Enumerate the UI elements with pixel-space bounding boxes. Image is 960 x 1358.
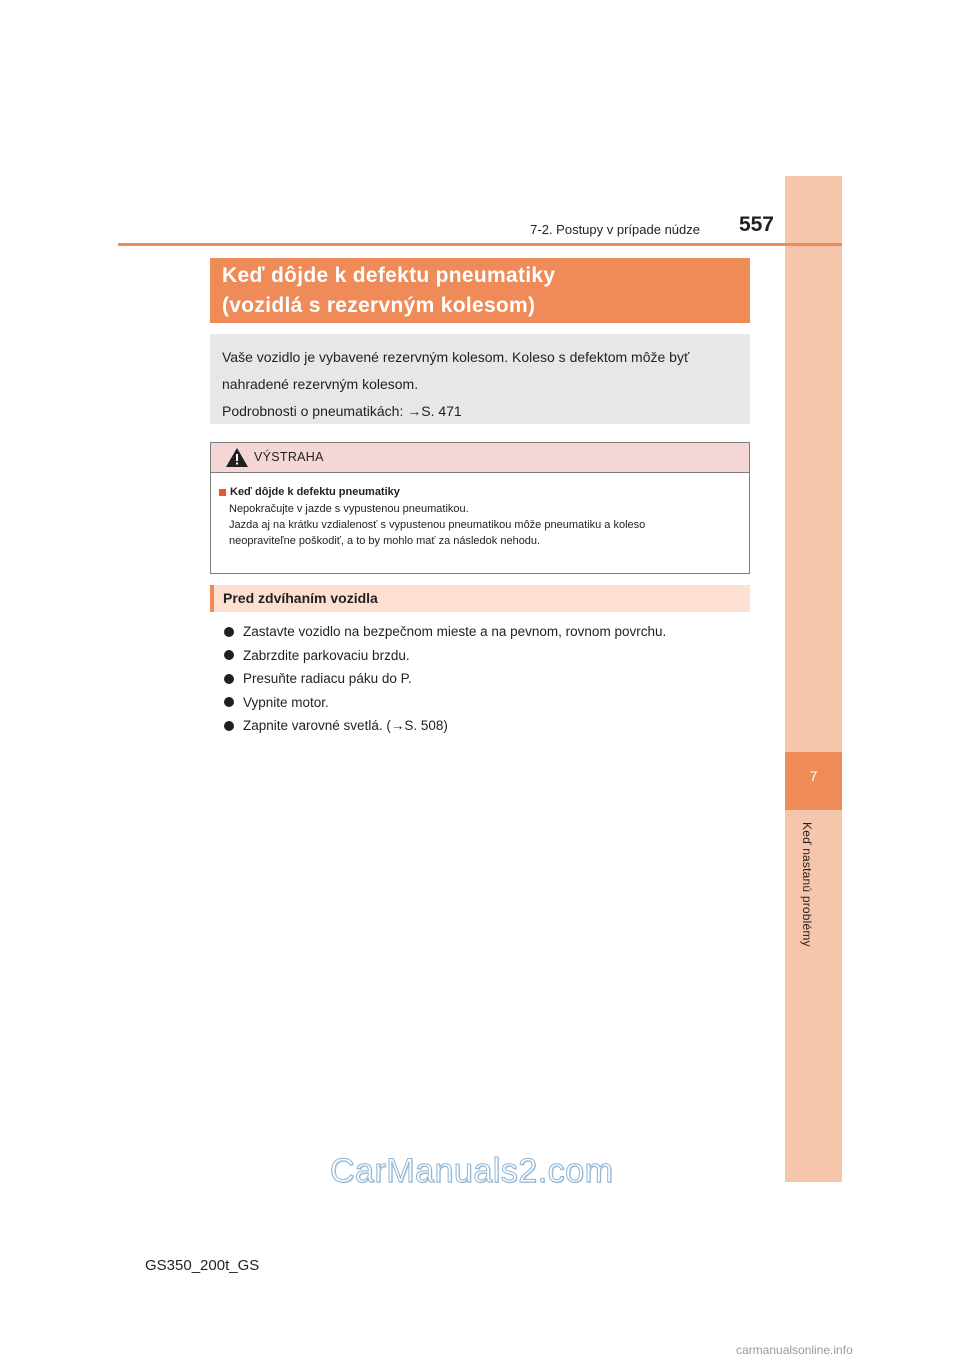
- intro-line1: Vaše vozidlo je vybavené rezervným kolesom. Koleso s defektom môže byť: [222, 349, 690, 365]
- bullet-dot-icon: [224, 650, 234, 660]
- intro-reference-link[interactable]: Podrobnosti o pneumatikách: →S. 471: [222, 403, 462, 419]
- warning-label: VÝSTRAHA: [254, 450, 324, 464]
- warning-text: [229, 501, 744, 549]
- list-item: Presuňte radiacu páku do P.: [224, 667, 666, 691]
- section-title: Pred zdvíhaním vozidla: [210, 585, 750, 612]
- warning-line3: neopraviteľne poškodiť, a to by mohlo mať za následok nehodu.: [229, 535, 541, 547]
- warning-triangle-icon: [226, 448, 248, 467]
- section-heading: 7-2. Postupy v prípade núdze: [530, 222, 700, 237]
- warning-body: [219, 486, 744, 549]
- page-title-line2: (vozidlá s rezervným kolesom): [222, 294, 536, 317]
- warning-line2: Jazda aj na krátku vzdialenosť s vypustenou pneumatikou môže pneumatiku a koleso: [229, 519, 646, 531]
- chapter-side-tab: [785, 176, 842, 1182]
- bullet-dot-icon: [224, 627, 234, 637]
- warning-subheading: [219, 486, 744, 498]
- bullet-dot-icon: [224, 697, 234, 707]
- warning-box: [210, 442, 750, 574]
- page-number: 557: [738, 213, 774, 236]
- page-title-line1: Keď dôjde k defektu pneumatiky: [222, 264, 556, 287]
- header-rule: [118, 243, 842, 246]
- warning-line1: Nepokračujte v jazde s vypustenou pneumatikou.: [229, 503, 469, 515]
- chapter-number: 7: [809, 768, 818, 784]
- footer-site-link[interactable]: carmanualsonline.info: [736, 1343, 853, 1357]
- list-item: Vypnite motor.: [224, 691, 666, 715]
- page-title: [210, 258, 750, 323]
- square-bullet-icon: [219, 489, 226, 496]
- list-item: Zastavte vozidlo na bezpečnom mieste a na pevnom, rovnom povrchu.: [224, 620, 666, 644]
- warning-subheading-text: Keď dôjde k defektu pneumatiky: [230, 486, 400, 498]
- intro-line2: nahradené rezervným kolesom.: [222, 376, 419, 392]
- bullet-dot-icon: [224, 674, 234, 684]
- model-code: GS350_200t_GS: [145, 1257, 260, 1274]
- bullet-dot-icon: [224, 721, 234, 731]
- warning-header: [211, 443, 749, 473]
- bullet-list: [224, 620, 666, 738]
- chapter-title: Keď nastanú problémy: [800, 822, 814, 947]
- watermark-logo[interactable]: CarManuals2.com: [330, 1152, 614, 1190]
- list-item[interactable]: Zapnite varovné svetlá. (→S. 508): [224, 714, 666, 738]
- intro-box: [210, 334, 750, 424]
- list-item: Zabrzdite parkovaciu brzdu.: [224, 644, 666, 668]
